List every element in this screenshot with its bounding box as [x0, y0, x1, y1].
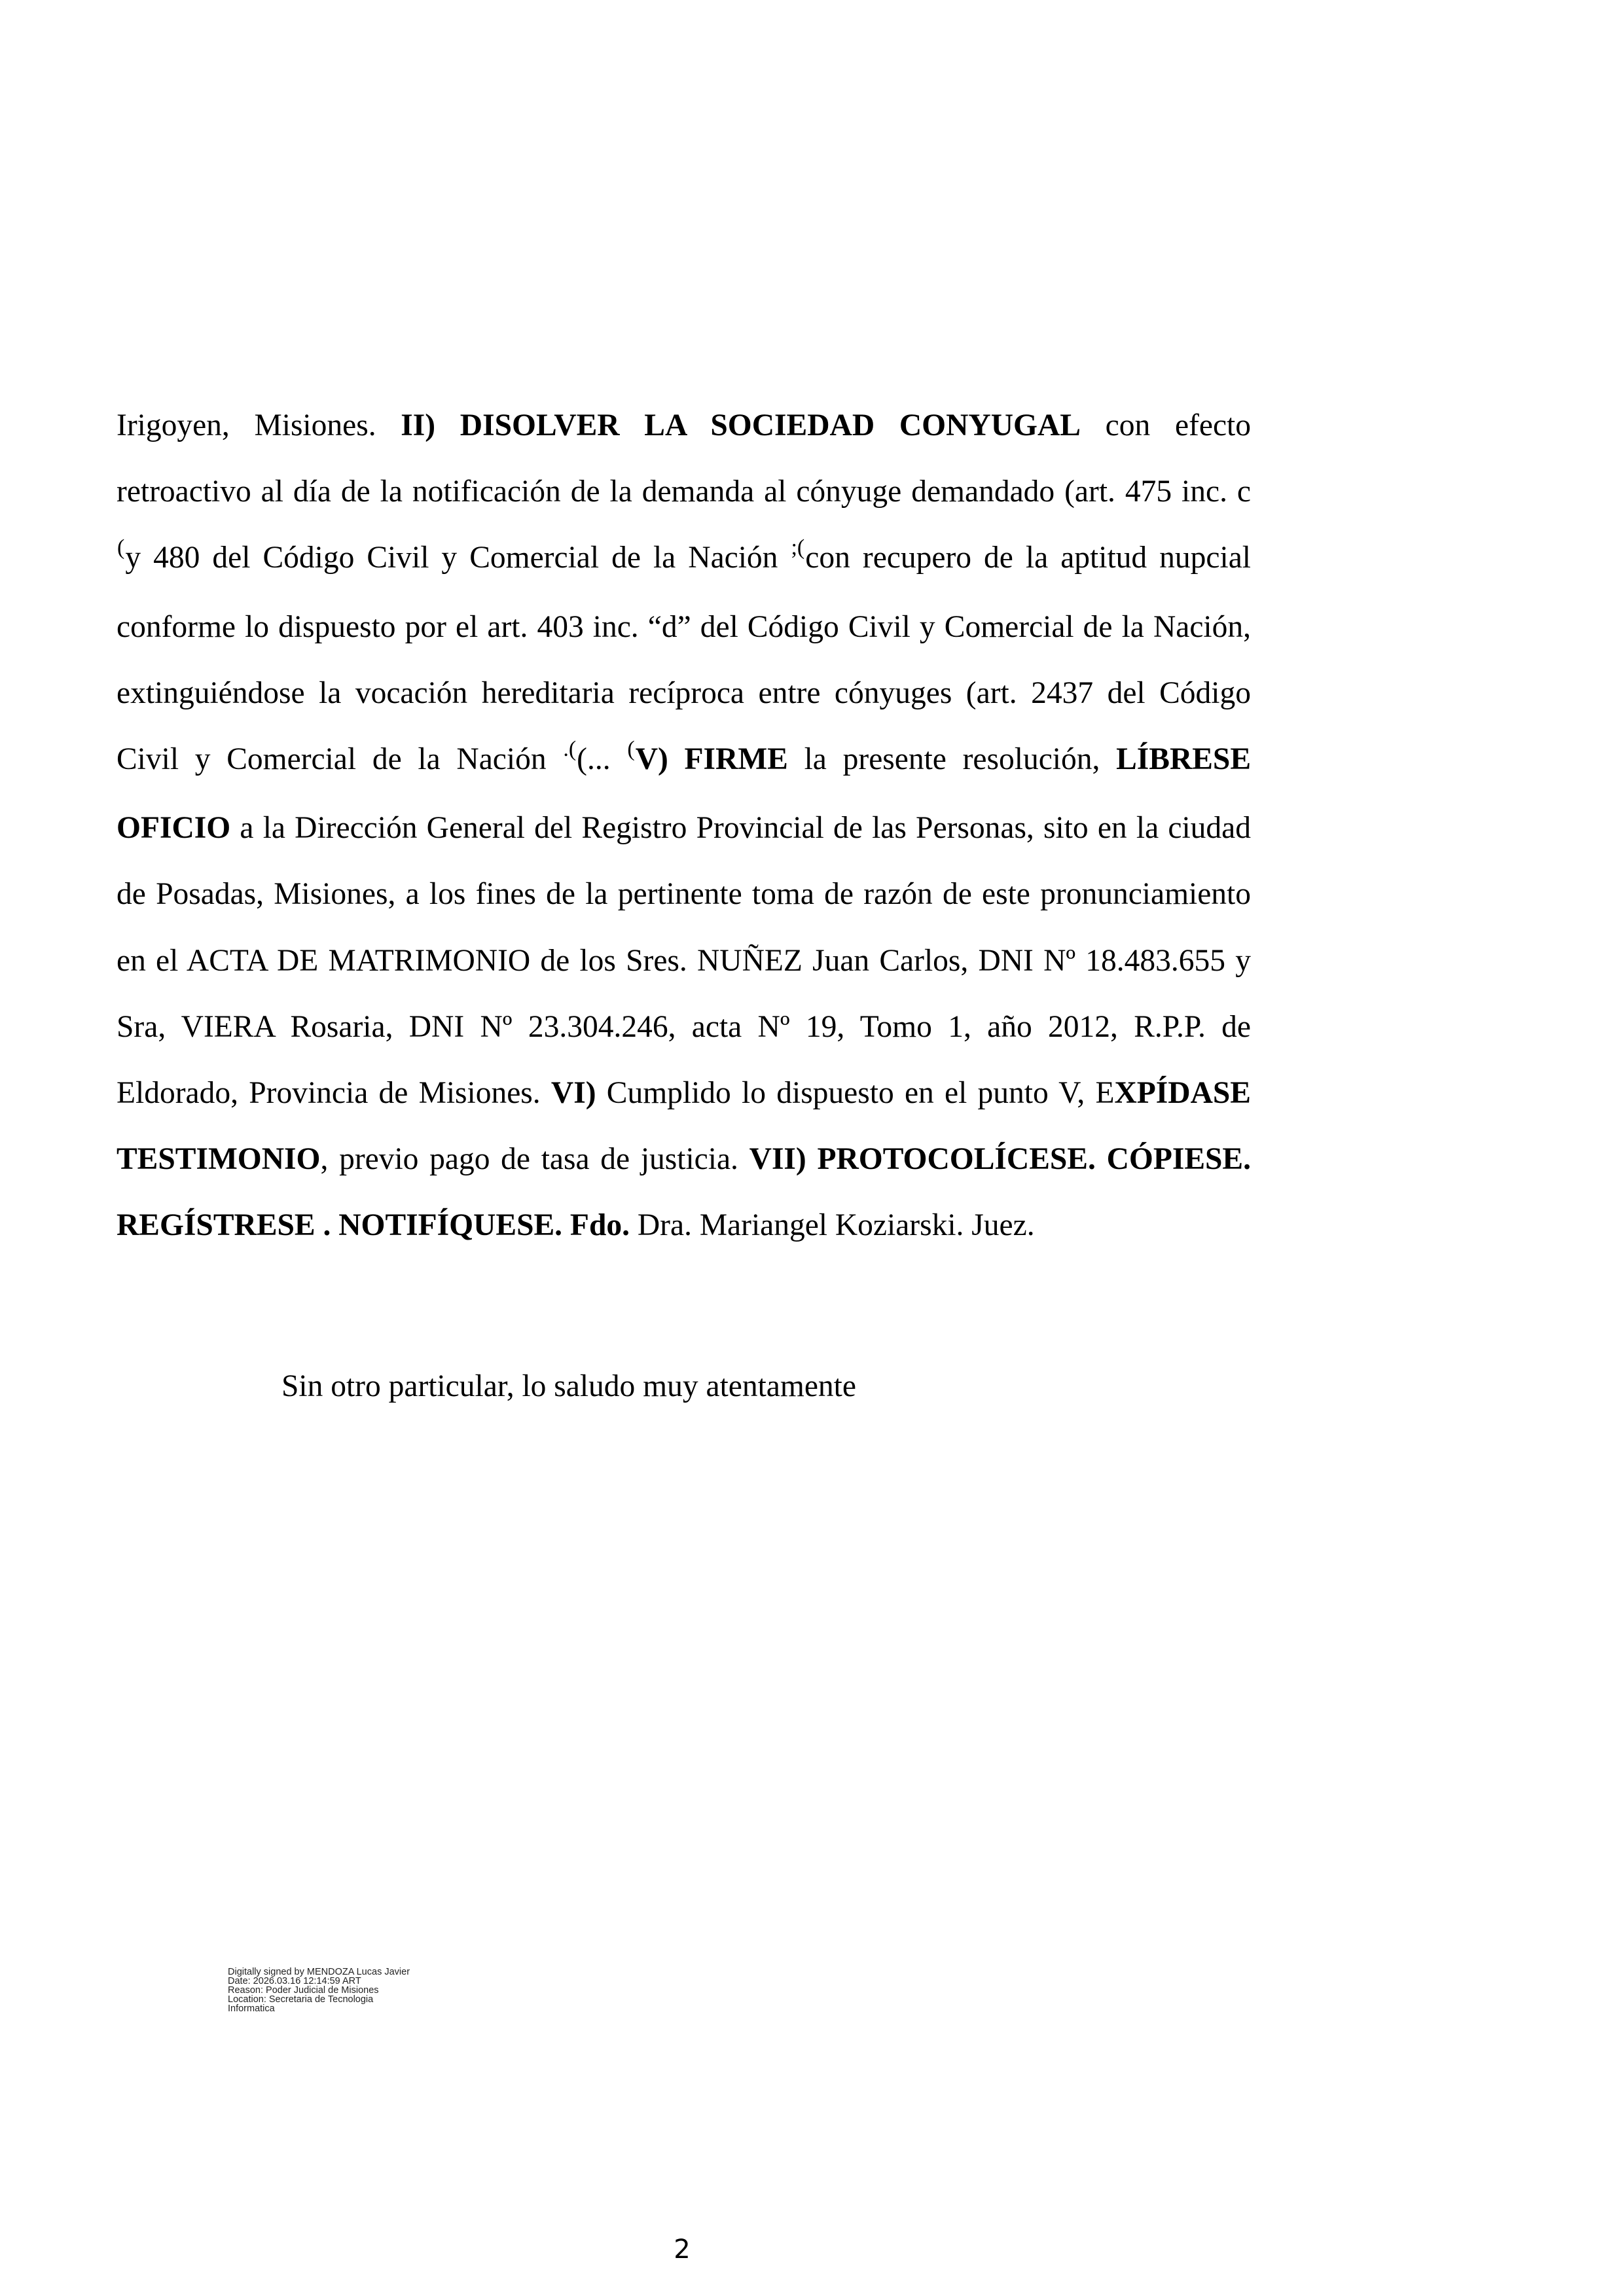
paren-mark: ( — [627, 737, 635, 762]
text-segment: Irigoyen, Misiones. — [117, 408, 401, 442]
signature-location: Location: Secretaria de Tecnologia — [228, 1994, 374, 2005]
text-segment: a la Dirección General del Registro Provincial de las Personas, sito en la ciudad de Posadas, Misiones, a los fines de la pertinente toma de razón de este pronunciamiento en el ACTA DE MATRIMONIO de los Sres. NUÑEZ Juan Carlos, DNI Nº 18.483.655 y Sra, VIERA Rosaria, DNI Nº 23.304.246, acta Nº 19, Tomo 1, año 2012, R.P.P. de Eldorado, Provincia de Misiones. — [117, 811, 1251, 1111]
digital-signature-block — [228, 1967, 410, 2013]
paren-mark: ( — [117, 535, 125, 560]
bold-segment-librese-oficio: LÍBRESE OFICIO — [117, 742, 1252, 846]
bold-segment-testimonio: XPÍDASE TESTIMONIO — [117, 1076, 1251, 1177]
signature-date: Date: 2026.03.16 12:14:59 ART — [228, 1976, 361, 1986]
text-segment: , previo pago de tasa de justicia. — [320, 1142, 749, 1177]
signature-location-cont: Informatica — [228, 2003, 275, 2014]
text-segment: (... — [577, 742, 611, 777]
text-segment: la presente resolución, — [787, 742, 1117, 777]
bold-segment-firme: V) FIRME — [635, 742, 788, 777]
text-segment: Cumplido lo dispuesto en el punto V, E — [596, 1076, 1115, 1111]
text-segment: con recupero de la aptitud nupcial conforme lo dispuesto por el art. 403 inc. “d” del Código Civil y Comercial de la Nación, extinguiéndose la vocación hereditaria recíproca entre cónyuges (art. 2437 del Código Civil y Comercial de la Nación — [117, 541, 1251, 777]
text-segment: y 480 del Código Civil y Comercial de la Nación — [125, 541, 778, 575]
closing-salutation: Sin otro particular, lo saludo muy atentamente — [281, 1369, 856, 1403]
bold-segment-vi: VI) — [550, 1076, 596, 1111]
resolution-paragraph — [117, 393, 1251, 1259]
text-segment: con efecto retroactivo al día de la notificación de la demanda al cónyuge demandado (art. 475 inc. c — [117, 408, 1251, 509]
page-number: 2 — [674, 2234, 691, 2265]
text-segment: Dra. Mariangel Koziarski. Juez. — [629, 1208, 1035, 1243]
bold-segment-protocolicese: VII) PROTOCOLÍCESE. CÓPIESE. REGÍSTRESE . NOTIFÍQUESE. Fdo. — [117, 1142, 1251, 1243]
bold-segment-disolver: II) DISOLVER LA SOCIEDAD CONYUGAL — [401, 408, 1081, 442]
signature-signer: Digitally signed by MENDOZA Lucas Javier — [228, 1967, 410, 1977]
paren-mark: .( — [563, 737, 577, 762]
paren-mark: ;( — [791, 535, 805, 560]
signature-reason: Reason: Poder Judicial de Misiones — [228, 1985, 379, 1996]
